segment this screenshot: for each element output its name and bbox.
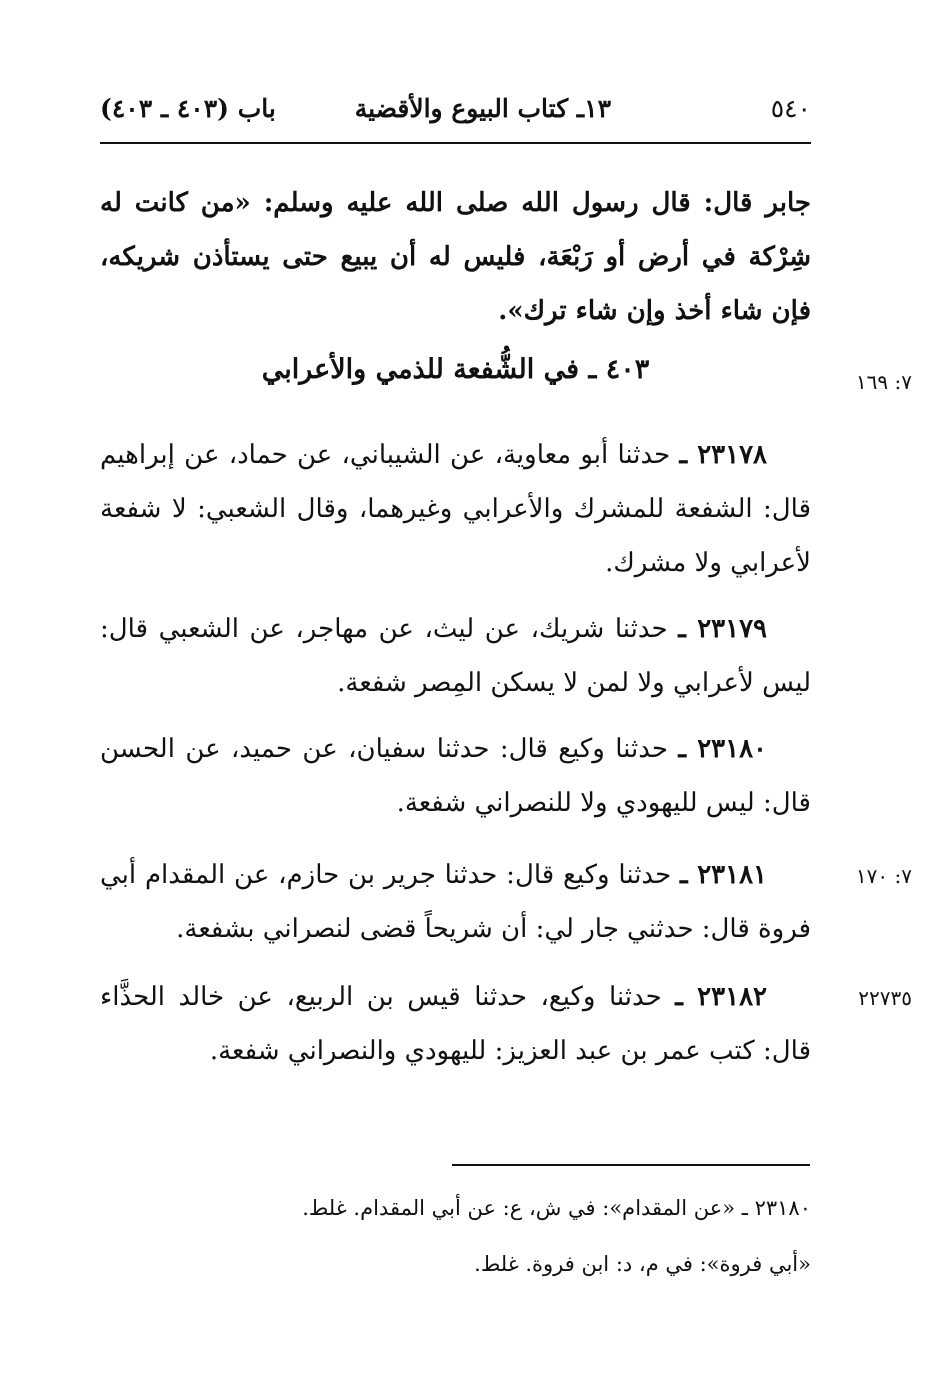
section-heading: ٤٠٣ ـ في الشُّفعة للذمي والأعرابي [261, 354, 650, 385]
footnote-rule [452, 1164, 810, 1166]
entry-number: ٢٣١٨١ ـ [679, 860, 768, 890]
footnote: «أبي فروة»: في م، د: ابن فروة. غلط. [474, 1252, 811, 1276]
entry-23178 [100, 428, 811, 590]
header-rule [100, 142, 811, 144]
entry-text: حدثنا شريك، عن ليث، عن مهاجر، عن الشعبي قال: ليس لأعرابي ولا لمن لا يسكن المِصر شفعة. [100, 614, 811, 698]
margin-ref-entry: ٧: ١٧٠ [855, 864, 912, 888]
page-number: ٥٤٠ [770, 94, 811, 123]
footnote: ٢٣١٨٠ ـ «عن المقدام»: في ش، ع: عن أبي المقدام. غلط. [302, 1196, 811, 1220]
entry-23180 [100, 722, 811, 830]
chapter-range: باب (٤٠٣ ـ ٤٠٣) [100, 94, 276, 123]
entry-23182 [100, 970, 811, 1078]
running-header [100, 92, 811, 132]
entry-number: ٢٣١٨٢ ـ [675, 982, 767, 1012]
entry-text: حدثنا وكيع، حدثنا قيس بن الربيع، عن خالد الحذَّاء قال: كتب عمر بن عبد العزيز: لليهودي والنصراني شفعة. [100, 982, 811, 1066]
continuation-text: جابر قال: قال رسول الله صلى الله عليه وسلم: «من كانت له شِرْكة في أرض أو رَبْعَة، فليس له أن يبيع حتى يستأذن شريكه، فإن شاء أخذ وإن شاء ترك». [100, 188, 812, 326]
entry-text: حدثنا وكيع قال: حدثنا سفيان، عن حميد، عن الحسن قال: ليس لليهودي ولا للنصراني شفعة. [100, 734, 811, 818]
entry-number: ٢٣١٨٠ ـ [678, 734, 768, 764]
entry-number: ٢٣١٧٨ ـ [679, 440, 768, 470]
entry-text: حدثنا وكيع قال: حدثنا جرير بن حازم، عن المقدام أبي فروة قال: حدثني جار لي: أن شريحاً قضى لنصراني بشفعة. [100, 860, 811, 944]
book-title: ١٣ـ كتاب البيوع والأقضية [354, 94, 611, 123]
entry-23181 [100, 848, 811, 956]
margin-ref-section: ٧: ١٦٩ [855, 370, 912, 394]
entry-number: ٢٣١٧٩ ـ [678, 614, 768, 644]
entry-text: حدثنا أبو معاوية، عن الشيباني، عن حماد، عن إبراهيم قال: الشفعة للمشرك والأعرابي وغيرهما، وقال الشعبي: لا شفعة لأعرابي ولا مشرك. [100, 440, 811, 578]
margin-ref-entry: ٢٢٧٣٥ [858, 986, 912, 1010]
entry-23179 [100, 602, 811, 710]
